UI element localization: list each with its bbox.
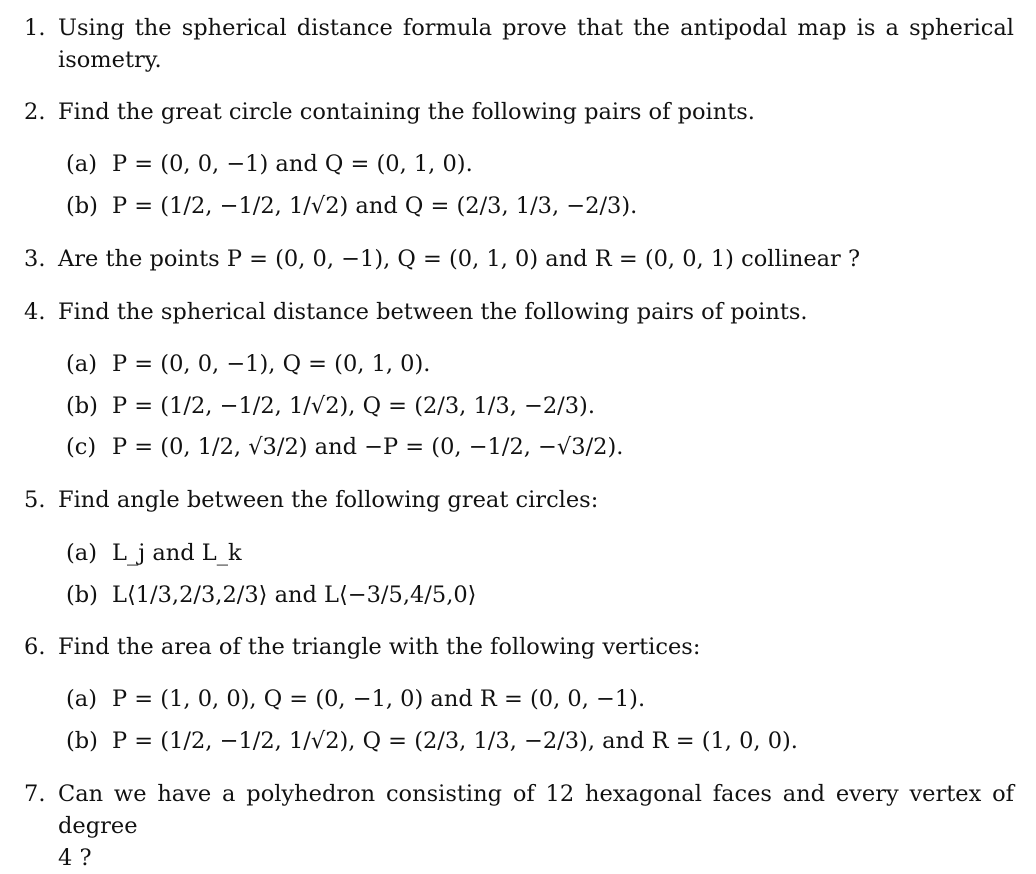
subitem-expr: P = (1/2, −1/2, 1/√2), Q = (2/3, 1/3, −2/3). [112, 393, 595, 419]
subitem-5a [66, 537, 242, 569]
problem-text-line: isometry. [58, 47, 162, 73]
subitem-label: (a) [66, 686, 97, 712]
subitem-2b [66, 190, 637, 222]
subitem-label: (a) [66, 351, 97, 377]
problem-text: Find the great circle containing the following pairs of points. [58, 99, 755, 125]
subitem-4b [66, 390, 595, 422]
subitem-2a [66, 148, 473, 180]
subitem-label: (b) [66, 193, 98, 219]
subitem-expr: L⟨1/3,2/3,2/3⟩ and L⟨−3/5,4/5,0⟩ [112, 582, 477, 608]
problem-number: 6. [24, 634, 46, 660]
subitem-label: (b) [66, 728, 98, 754]
problem-number: 4. [24, 299, 46, 325]
subitem-6b [66, 725, 798, 757]
problem-text-line: Using the spherical distance formula prove that the antipodal map is a spherical [58, 15, 1014, 41]
subitem-expr: P = (0, 0, −1), Q = (0, 1, 0). [112, 351, 431, 377]
problem-3 [24, 243, 1014, 275]
problem-6 [24, 631, 1014, 663]
problem-text: Find the spherical distance between the following pairs of points. [58, 299, 808, 325]
problem-7 [24, 778, 1014, 874]
problem-text: Find the area of the triangle with the following vertices: [58, 634, 701, 660]
subitem-label: (c) [66, 434, 97, 460]
problem-text-line: Can we have a polyhedron consisting of 12 hexagonal faces and every vertex of degree [58, 781, 1014, 839]
subitem-label: (a) [66, 540, 97, 566]
subitem-expr: P = (0, 1/2, √3/2) and −P = (0, −1/2, −√3/2). [112, 434, 624, 460]
subitem-expr: P = (1/2, −1/2, 1/√2), Q = (2/3, 1/3, −2/3), and R = (1, 0, 0). [112, 728, 798, 754]
subitem-expr: L_j and L_k [112, 540, 242, 566]
problem-2 [24, 96, 1014, 128]
subitem-expr: P = (1/2, −1/2, 1/√2) and Q = (2/3, 1/3, −2/3). [112, 193, 638, 219]
subitem-5b [66, 579, 476, 611]
subitem-label: (b) [66, 393, 98, 419]
subitem-label: (a) [66, 151, 97, 177]
subitem-4a [66, 348, 430, 380]
problem-text: Find angle between the following great circles: [58, 487, 599, 513]
problem-number: 5. [24, 487, 46, 513]
problem-number: 1. [24, 15, 46, 41]
subitem-4c [66, 431, 623, 463]
problem-text [58, 12, 1014, 76]
problem-text [58, 778, 1014, 874]
subitem-expr: P = (1, 0, 0), Q = (0, −1, 0) and R = (0, 0, −1). [112, 686, 646, 712]
problem-1 [24, 12, 1014, 76]
subitem-6a [66, 683, 645, 715]
problem-text: Are the points P = (0, 0, −1), Q = (0, 1, 0) and R = (0, 0, 1) collinear ? [58, 246, 861, 272]
problem-number: 3. [24, 246, 46, 272]
problem-5 [24, 484, 1014, 516]
problem-number: 2. [24, 99, 46, 125]
subitem-label: (b) [66, 582, 98, 608]
problem-number: 7. [24, 781, 46, 807]
problem-4 [24, 296, 1014, 328]
subitem-expr: P = (0, 0, −1) and Q = (0, 1, 0). [112, 151, 473, 177]
problem-text-line: 4 ? [58, 845, 92, 871]
